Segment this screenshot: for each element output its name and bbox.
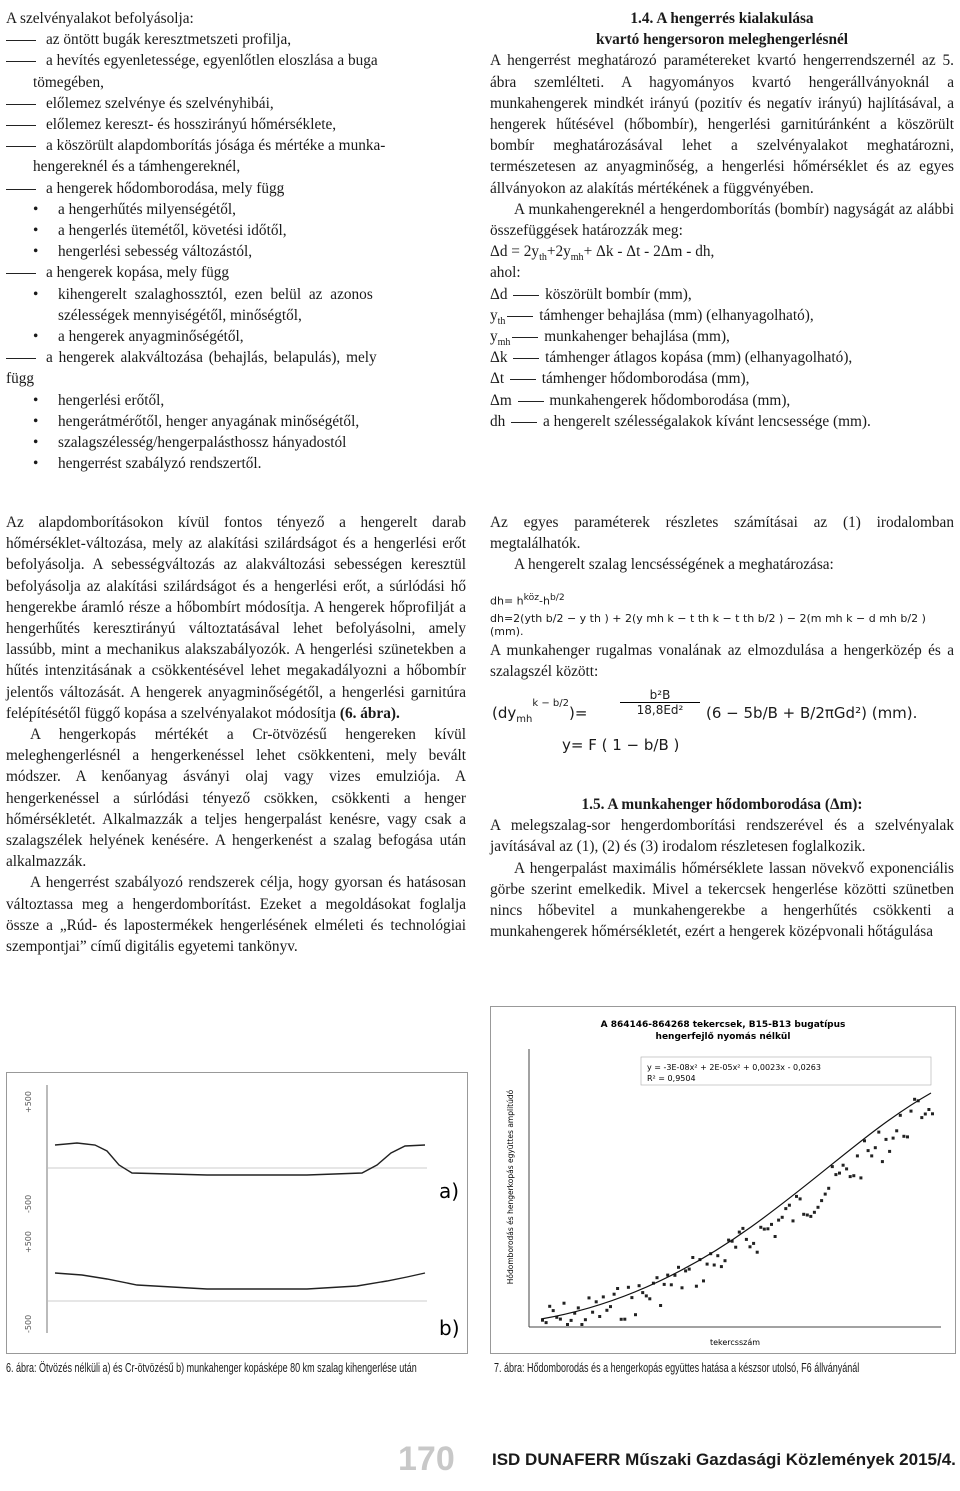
data-point (645, 1294, 648, 1297)
data-point (563, 1302, 566, 1305)
data-point (849, 1175, 852, 1178)
definition: Δd köszörült bombír (mm), (490, 285, 692, 303)
paragraph: A munkahenger rugalmas vonalának az elmozdulása a hengerközép és a szalagszél között: (490, 642, 954, 681)
bullet-item-cont: szélességek mennyiségétől, minőségtől, (58, 306, 302, 324)
data-point (656, 1276, 659, 1279)
paragraph: Az egyes paraméterek részletes számításai az (1) irodalomban megtalálhatók. (490, 514, 954, 553)
data-point (545, 1321, 548, 1324)
definition: Δm munkahengerek hődomborodása (mm), (490, 391, 791, 409)
list-title: A szelvényalakot befolyásolja: (6, 10, 194, 27)
journal-title: ISD DUNAFERR Műszaki Gazdasági Közlemények 2015/4. (492, 1450, 956, 1469)
list-item: a hengerek hődomborodása, mely függ (6, 178, 466, 199)
label-a: a) (439, 1179, 460, 1203)
data-point (648, 1297, 651, 1300)
data-point (659, 1304, 662, 1307)
data-point (867, 1149, 870, 1152)
data-point (874, 1146, 877, 1149)
bullet-item: • a hengerhűtés milyenségétől, (6, 199, 466, 220)
data-point (770, 1223, 773, 1226)
data-point (688, 1268, 691, 1271)
data-point (895, 1129, 898, 1132)
y-axis-label: Hődomborodás és hengerkopás együttes amplitúdó (506, 1089, 515, 1285)
scatter-points (541, 1098, 934, 1326)
data-point (845, 1167, 848, 1170)
data-point (691, 1256, 694, 1259)
data-point (885, 1138, 888, 1141)
data-point (641, 1291, 644, 1294)
svg-text:-500: -500 (24, 1314, 33, 1333)
data-point (766, 1227, 769, 1230)
data-point (677, 1266, 680, 1269)
data-point (852, 1174, 855, 1177)
data-point (763, 1228, 766, 1231)
data-point (577, 1306, 580, 1309)
where-label: ahol: (490, 264, 521, 282)
paragraph: A melegszalag-sor hengerdomborítási rendszerével és a szelvényalak javításával az (1), (2) és (3) irodalom részletesen foglalkozik. (490, 817, 954, 856)
data-point (570, 1319, 573, 1322)
list-item-cont: függ (6, 370, 35, 388)
bullet-item: • hengerrést szabályzó rendszertől. (6, 453, 466, 474)
data-point (892, 1137, 895, 1140)
data-point (827, 1187, 830, 1190)
data-point (566, 1323, 569, 1326)
list-item: a hengerek alakváltozása (behajlás, belapulás), mely (6, 347, 466, 368)
data-point (638, 1284, 641, 1287)
data-point (670, 1283, 673, 1286)
data-point (613, 1293, 616, 1296)
equation: $\Delta d = 2y_{th}+2y_{mh}+ \Delta k - \Delta t - 2\Delta m$ - dh, (490, 243, 715, 264)
data-point (838, 1172, 841, 1175)
page-number: 170 (398, 1440, 455, 1478)
chart-title: A 864146-864268 tekercsek, B15-B13 bugatípus (600, 1020, 846, 1030)
data-point (598, 1315, 601, 1318)
list-item: előlemez szelvénye és szelvényhibái, (6, 93, 466, 114)
definition: $y_{mh}$ munkahenger behajlása (mm), (490, 328, 730, 349)
data-point (630, 1296, 633, 1299)
data-point (745, 1238, 748, 1241)
paragraph: A hengerelt szalag lencsésségének a meghatározása: (514, 556, 834, 574)
data-point (552, 1309, 555, 1312)
data-point (795, 1195, 798, 1198)
data-point (584, 1318, 587, 1321)
list-item: a hengerek kopása, mely függ (6, 262, 466, 283)
data-point (684, 1269, 687, 1272)
data-point (906, 1135, 909, 1138)
data-point (881, 1160, 884, 1163)
definition: dh a hengerelt szélességalakok kívánt lencsessége (mm). (490, 412, 871, 430)
thermal-crown-plot (491, 1007, 955, 1353)
data-point (813, 1211, 816, 1214)
bullet-item: • kihengerelt szalaghossztól, ezen belül az azonos (6, 284, 466, 305)
data-point (695, 1285, 698, 1288)
data-point (713, 1264, 716, 1267)
data-point (716, 1254, 719, 1257)
section-heading: 1.4. A hengerrés kialakulása (630, 10, 814, 27)
definition: Δk támhenger átlagos kopása (mm) (elhanyagolható), (490, 349, 853, 367)
wear-profile-plot (7, 1073, 467, 1353)
section-heading: kvartó hengersoron meleghengerlésnél (595, 31, 849, 49)
data-point (724, 1259, 727, 1262)
data-point (888, 1150, 891, 1153)
data-point (927, 1108, 930, 1111)
data-point (559, 1318, 562, 1321)
paragraph: A hengerpalást maximális hőmérséklete lassan növekvő exponenciális görbe szerint emelkedik. Mivel a tekercsek hengerlése közötti szünetben nincs hőbevitel a munkahengerekbe a hengerhűtés csökkenti a munkahengerek hőmérsékletét, ezért a hengerek középvonali hőtágulása (490, 859, 954, 941)
data-point (734, 1246, 737, 1249)
data-point (548, 1305, 551, 1308)
r-squared: R² = 0,9504 (647, 1074, 696, 1083)
chart-subtitle: hengerfejlő nyomás nélkül (655, 1032, 791, 1042)
data-point (931, 1112, 934, 1115)
right-column (490, 8, 954, 432)
data-point (792, 1219, 795, 1222)
data-point (720, 1265, 723, 1268)
trend-equation: y = -3E-08x² + 2E-05x² + 0,0023x - 0,0263 (647, 1063, 821, 1072)
data-point (752, 1242, 755, 1245)
data-point (595, 1300, 598, 1303)
list-item: előlemez kereszt- és hosszirányú hőmérséklete, (6, 114, 466, 135)
svg-text:+500: +500 (24, 1231, 33, 1253)
data-point (802, 1213, 805, 1216)
data-point (924, 1113, 927, 1116)
list-item-cont: tömegében, (33, 73, 104, 91)
bullet-item: • szalagszélesség/hengerpalásthossz hányadostól (6, 432, 466, 453)
data-point (756, 1251, 759, 1254)
bullet-item: • a hengerlés ütemétől, követési időtől, (6, 220, 466, 241)
data-point (702, 1279, 705, 1282)
data-point (784, 1207, 787, 1210)
formula-elastic-line: $(dy_{mh}^{k - b/2})=$ b²B 18,8Ed² (6 − 5b/B + B/2πGd²) (mm). y= F ( 1 − b/B ) (492, 688, 918, 754)
data-point (681, 1286, 684, 1289)
formula-lens: $dh= h^{köz}-h^{b/2}$ dh=2(yth b/2 − y th ) + 2(y mh k − t th k − t th b/2 ) − 2(m mh k − d mh b/2 ) (mm). (490, 592, 926, 638)
bullet-item: • hengerlési erőtől, (6, 390, 466, 411)
data-point (591, 1311, 594, 1314)
figure-6-caption: 6. ábra: Ötvözés nélküli a) és Cr-ötvözésű b) munkahenger kopásképe 80 km szalag kihengerlése után (6, 1361, 417, 1375)
data-point (620, 1318, 623, 1321)
right-text-3 (490, 640, 954, 682)
data-point (605, 1309, 608, 1312)
data-point (910, 1110, 913, 1113)
paragraph: A hengerrést szabályozó rendszerek célja, hogy gyorsan és hatásosan változtassa meg a hengerdomborítást. Ezeket a megoldásokat foglalja össze a „Rúd- és lapostermékek hengerlésének elméleti és technológiai szempontjai” című digitális egyetemi tankönyv. (6, 874, 466, 956)
data-point (774, 1235, 777, 1238)
paragraph: A hengerkopás mértékét a Cr-ötvözésű hengereken kívül meleghengerlésnél a hengerkenéssel lehet csökkenteni, mely bevált módszer. A kenőanyag ásványi olaj vagy vizes emulziója. A hengerkenéssel a súrlódási tényező csökken, csökkenti a henger hőmérsékletét. Alkalmazzák a teljes hengerpalást kenésre, vagy csak a szalagszélek helyének kenésére. A hengerkenést a szalag befogása után alkalmazzák. (6, 726, 466, 871)
paragraph: A hengerrést meghatározó paramétereket kvartó hengerrendszernél az 5. ábra szemlélteti. A hagyományos kvartó hengerállványoknál a munkahengerek mindkét irányú (pozitív és negatív irányú) hajlításával, a hengerek hűtésével (hőbombír), hengerlési garnitúránként a köszörült bombír meghatározásával lehet a szelvényalakot meghatározni, természetesen az anyagminőség, a hengerlési hőmérséklet és az egyes állványokon az alakítás mértékének a függvényében. (490, 52, 954, 197)
definition: $y_{th}$ támhenger behajlása (mm) (elhanyagolható), (490, 306, 814, 327)
data-point (902, 1135, 905, 1138)
right-text-2 (490, 512, 954, 576)
left-column (6, 8, 466, 474)
data-point (663, 1283, 666, 1286)
data-point (580, 1323, 583, 1326)
data-point (738, 1231, 741, 1234)
list-item-cont: hengereknél és a támhengereknél, (33, 158, 241, 176)
data-point (759, 1226, 762, 1229)
data-point (788, 1204, 791, 1207)
data-point (842, 1164, 845, 1167)
data-point (623, 1318, 626, 1321)
data-point (634, 1313, 637, 1316)
list-item: a hevítés egyenletessége, egyenlőtlen eloszlása a buga (6, 50, 466, 71)
section-heading: 1.5. A munkahenger hődomborodása (Δm): (581, 796, 863, 813)
data-point (616, 1287, 619, 1290)
data-point (834, 1173, 837, 1176)
data-point (817, 1206, 820, 1209)
data-point (899, 1114, 902, 1117)
data-point (856, 1154, 859, 1157)
figure-7-caption: 7. ábra: Hődomborodás és a hengerkopás együttes hatása a készsor utolsó, F6 állványánál (494, 1361, 860, 1375)
influence-list (6, 8, 466, 474)
data-point (706, 1263, 709, 1266)
bullet-item: • a hengerek anyagminőségétől, (6, 326, 466, 347)
list-item: a köszörült alapdomborítás jósága és mértéke a munka- (6, 135, 466, 156)
data-point (799, 1197, 802, 1200)
data-point (588, 1296, 591, 1299)
bullet-item: • hengerátmérőtől, henger anyagának minőségétől, (6, 411, 466, 432)
left-text (6, 512, 466, 957)
svg-text:+500: +500 (24, 1091, 33, 1113)
data-point (824, 1193, 827, 1196)
data-point (920, 1116, 923, 1119)
data-point (627, 1286, 630, 1289)
svg-text:-500: -500 (24, 1194, 33, 1213)
data-point (781, 1216, 784, 1219)
right-text-4 (490, 794, 954, 942)
definition: Δt támhenger hődomborodása (mm), (490, 370, 750, 388)
data-point (859, 1176, 862, 1179)
x-axis-label: tekercsszám (709, 1338, 761, 1347)
figure-7 (490, 1006, 956, 1354)
data-point (820, 1199, 823, 1202)
data-point (870, 1154, 873, 1157)
data-point (806, 1214, 809, 1217)
data-point (741, 1227, 744, 1230)
paragraph: A munkahengereknél a hengerdomborítás (bombír) nagyságát az alábbi összefüggések határozzák meg: (490, 200, 954, 240)
data-point (809, 1215, 812, 1218)
figure-6 (6, 1072, 468, 1354)
data-point (877, 1131, 880, 1134)
paragraph: Az alapdomborításokon kívül fontos tényező a hengerelt darab hőmérséklet-változása, mely az alakítási szilárdságot és a hengerlési erőt befolyásolja. A sebességváltozás az alakváltozási sebességen keresztül befolyásolja az alakítási szilárdságot és a hengerlési erőt, a súrlódási hő hengerekbe áramló része a hőbombírt módosítja. A hengerek hőprofilját a hengerhűtés keresztirányú változtatásával lehet befolyásolni, amely lassúbb, mint a mechanikus alakszabályozók. A hengerlési szünetekben a hűtés intenzitásának a csökkentésével lehet megakadályozni a hőbombír jelentős változását. A hengerek anyagminőségétől, a hengerlési garnitúra felépítésétől függő kopása a szelvényalakot módosítja (6. ábra). (6, 514, 466, 722)
data-point (749, 1245, 752, 1248)
data-point (913, 1098, 916, 1101)
label-b: b) (439, 1316, 460, 1340)
list-item: az öntött bugák keresztmetszeti profilja, (6, 29, 466, 50)
data-point (602, 1295, 605, 1298)
data-point (777, 1219, 780, 1222)
data-point (609, 1305, 612, 1308)
bullet-item: • hengerlési sebesség változástól, (6, 241, 466, 262)
